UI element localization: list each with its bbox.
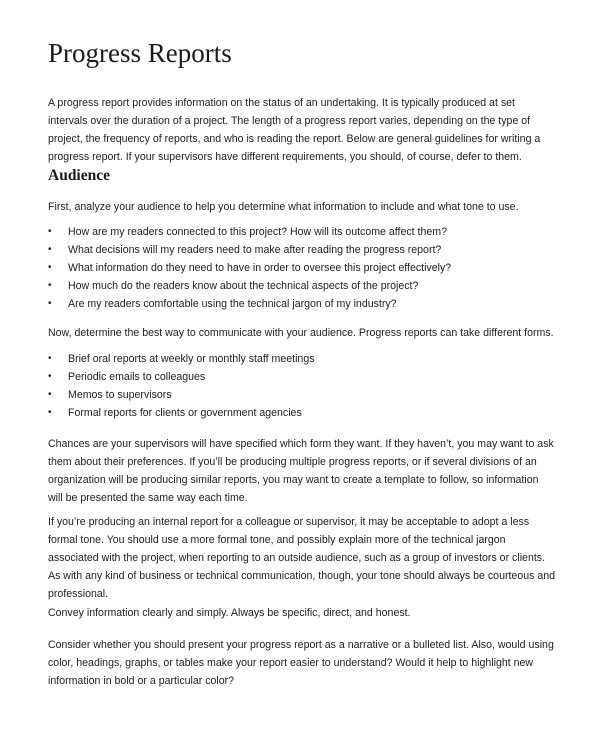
forms-intro-line: Now, determine the best way to communicate with your audience. Progress reports can take different forms. xyxy=(48,327,554,339)
paragraph-line: professional. xyxy=(48,588,109,600)
paragraph-line: formal tone. You should use a more formal tone, and possibly explain more of the technical jargon xyxy=(48,534,506,546)
bullet-icon: • xyxy=(48,353,52,364)
audience-intro-line: First, analyze your audience to help you determine what information to include and what tone to use. xyxy=(48,201,519,213)
convey-paragraph xyxy=(48,604,578,622)
paragraph-line: associated with the project, when reporting to an outside audience, such as a group of investors or clients. xyxy=(48,552,546,564)
bullet-icon: • xyxy=(48,371,52,382)
paragraph-line: Chances are your supervisors will have specified which form they want. If they haven’t, you may want to ask xyxy=(48,438,554,450)
paragraph-line: Convey information clearly and simply. Always be specific, direct, and honest. xyxy=(48,607,411,619)
paragraph-line: If you’re producing an internal report for a colleague or supervisor, it may be acceptable to adopt a less xyxy=(48,516,530,528)
consider-paragraph xyxy=(48,636,578,690)
list-item-text: What decisions will my readers need to make after reading the progress report? xyxy=(68,244,442,256)
bullet-icon: • xyxy=(48,262,52,273)
list-item-text: What information do they need to have in order to oversee this project effectively? xyxy=(68,262,452,274)
list-item xyxy=(48,350,315,368)
bullet-icon: • xyxy=(48,280,52,291)
paragraph-line: will be presented the same way each time. xyxy=(48,492,248,504)
list-item-text: How much do the readers know about the technical aspects of the project? xyxy=(68,280,419,292)
list-item xyxy=(48,386,315,404)
list-item-text: Memos to supervisors xyxy=(68,389,172,401)
intro-paragraph xyxy=(48,94,578,166)
bullet-icon: • xyxy=(48,298,52,309)
list-item xyxy=(48,404,315,422)
audience-questions-list xyxy=(48,223,451,313)
audience-intro xyxy=(48,198,578,216)
list-item-text: Are my readers comfortable using the technical jargon of my industry? xyxy=(68,298,397,310)
paragraph-line: As with any kind of business or technical communication, though, your tone should always be courteous and xyxy=(48,570,556,582)
list-item-text: Formal reports for clients or government agencies xyxy=(68,407,302,419)
paragraph-line: information in bold or a particular color? xyxy=(48,675,235,687)
list-item xyxy=(48,259,451,277)
paragraph-line: Consider whether you should present your progress report as a narrative or a bulleted list. Also, would using xyxy=(48,639,554,651)
chances-paragraph xyxy=(48,435,578,507)
bullet-icon: • xyxy=(48,226,52,237)
audience-heading: Audience xyxy=(48,167,110,184)
forms-intro xyxy=(48,324,578,342)
page-title: Progress Reports xyxy=(48,38,232,68)
bullet-icon: • xyxy=(48,407,52,418)
list-item xyxy=(48,277,451,295)
list-item xyxy=(48,295,451,313)
bullet-icon: • xyxy=(48,244,52,255)
list-item-text: Periodic emails to colleagues xyxy=(68,371,206,383)
paragraph-line: them about their preferences. If you’ll be producing multiple progress reports, or if several divisions of an xyxy=(48,456,537,468)
paragraph-line: color, headings, graphs, or tables make your report easier to understand? Would it help to highlight new xyxy=(48,657,534,669)
internal-report-paragraph xyxy=(48,513,578,603)
bullet-icon: • xyxy=(48,389,52,400)
intro-line: project, the frequency of reports, and who is reading the report. Below are general guidelines for writing a xyxy=(48,133,541,145)
report-forms-list xyxy=(48,350,315,422)
list-item xyxy=(48,241,451,259)
list-item xyxy=(48,368,315,386)
intro-line: progress report. If your supervisors have different requirements, you should, of course, defer to them. xyxy=(48,151,522,163)
paragraph-line: organization will be producing similar reports, you may want to create a template to follow, so information xyxy=(48,474,539,486)
intro-line: A progress report provides information on the status of an undertaking. It is typically produced at set xyxy=(48,97,515,109)
list-item-text: How are my readers connected to this project? How will its outcome affect them? xyxy=(68,226,447,238)
list-item-text: Brief oral reports at weekly or monthly staff meetings xyxy=(68,353,315,365)
intro-line: intervals over the duration of a project. The length of a progress report varies, depending on the type of xyxy=(48,115,531,127)
list-item xyxy=(48,223,451,241)
